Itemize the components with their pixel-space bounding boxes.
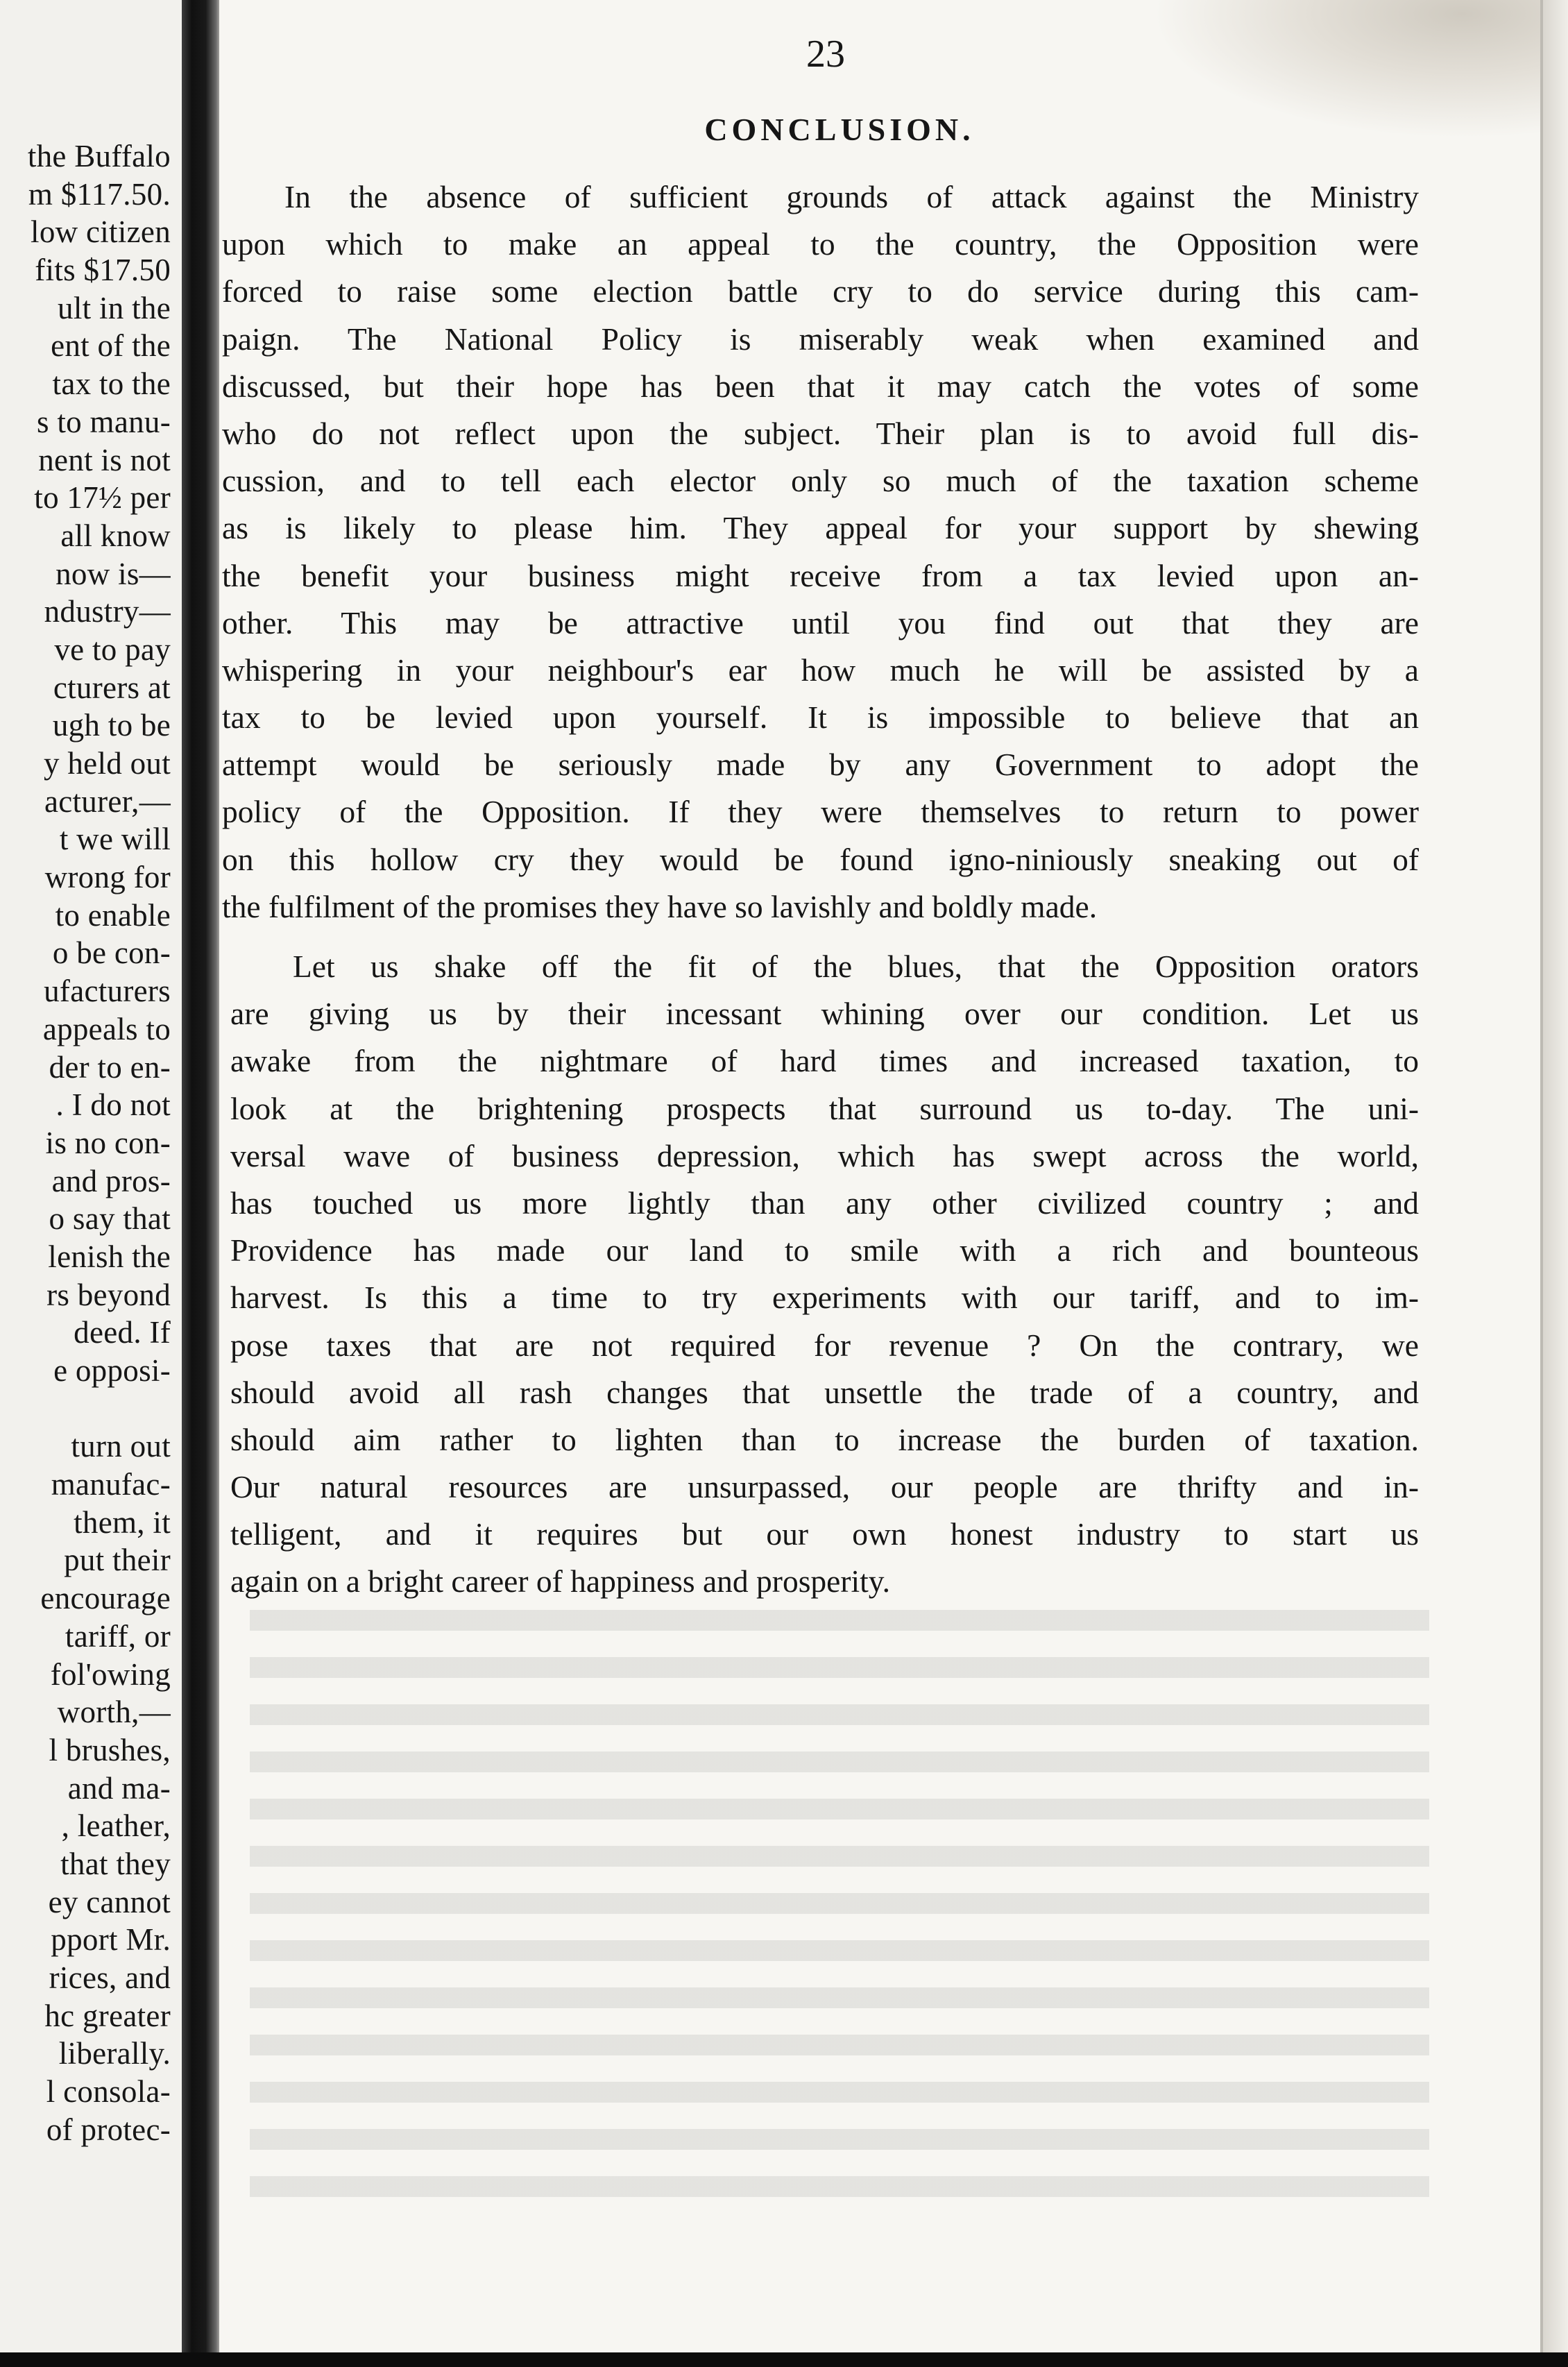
- left-page-line: that they: [60, 1846, 171, 1881]
- left-page-line: nent is not: [38, 442, 171, 477]
- left-page-line: . I do not: [56, 1087, 171, 1123]
- left-page-line: is no con-: [45, 1125, 171, 1160]
- text-line: look at the brightening prospects that surround us to-day. The uni-: [230, 1090, 1419, 1126]
- left-page-text-column: [0, 137, 171, 2148]
- left-page-line: fol'owing: [50, 1656, 171, 1692]
- reverse-side-bleed-through: [250, 1610, 1429, 2221]
- text-line: telligent, and it requires but our own honest industry to start us: [230, 1516, 1419, 1552]
- text-line: are giving us by their incessant whining over our condition. Let us: [230, 996, 1419, 1032]
- left-page-line: ult in the: [58, 290, 171, 325]
- left-page-line: them, it: [74, 1504, 171, 1540]
- text-line: attempt would be seriously made by any Government to adopt the: [222, 747, 1419, 783]
- left-page-line: der to en-: [49, 1049, 171, 1085]
- left-page-line: y held out: [44, 746, 171, 781]
- text-line: should avoid all rash changes that unsettle the trade of a country, and: [230, 1374, 1419, 1410]
- text-line: Let us shake off the fit of the blues, that the Opposition orators: [293, 949, 1419, 984]
- left-page-line: to 17½ per: [34, 480, 171, 516]
- text-line: on this hollow cry they would be found igno-niniously sneaking out of: [222, 841, 1419, 877]
- left-page-line: worth,—: [57, 1695, 171, 1730]
- text-line: policy of the Opposition. If they were themselves to return to power: [222, 794, 1419, 830]
- paragraph: [222, 173, 1419, 931]
- text-line: who do not reflect upon the subject. Their plan is to avoid full dis-: [222, 415, 1419, 451]
- page-stain: [1152, 0, 1540, 139]
- left-page-line: l consola-: [46, 2074, 171, 2110]
- left-page-line: acturer,—: [44, 783, 171, 819]
- left-page-line: liberally.: [58, 2036, 171, 2071]
- left-page-line: ey cannot: [48, 1884, 171, 1919]
- text-line: the fulfilment of the promises they have so lavishly and boldly made.: [222, 888, 1098, 924]
- left-page-line: turn out: [71, 1429, 171, 1464]
- left-page-line: ugh to be: [52, 708, 171, 743]
- left-page-line: e opposi-: [53, 1353, 171, 1388]
- left-page-line: o say that: [49, 1201, 171, 1237]
- left-page-line: deed. If: [74, 1315, 171, 1350]
- left-page-line: , leather,: [61, 1808, 171, 1844]
- left-page-line: the Buffalo: [27, 139, 171, 173]
- left-page-line: manufac-: [51, 1467, 171, 1502]
- text-line: whispering in your neighbour's ear how much he will be assisted by a: [222, 652, 1419, 688]
- text-line: the benefit your business might receive from a tax levied upon an-: [222, 557, 1419, 593]
- page-right-edge: [1543, 0, 1568, 2352]
- left-page-line: ufacturers: [44, 974, 171, 1009]
- text-line: Our natural resources are unsurpassed, our people are thrifty and in-: [230, 1469, 1419, 1505]
- section-heading: CONCLUSION.: [704, 112, 975, 147]
- text-line: should aim rather to lighten than to increase the burden of taxation.: [230, 1421, 1419, 1457]
- text-line: paign. The National Policy is miserably weak when examined and: [222, 321, 1419, 357]
- left-page-line: rices, and: [49, 1960, 171, 1995]
- left-page-line: o be con-: [52, 935, 171, 971]
- text-line: versal wave of business depression, which has swept across the world,: [230, 1137, 1419, 1173]
- binding-gutter: [182, 0, 222, 2352]
- left-page-line: put their: [64, 1543, 171, 1578]
- left-page-line: s to manu-: [37, 404, 171, 439]
- text-line: pose taxes that are not required for revenue ? On the contrary, we: [230, 1327, 1419, 1363]
- left-facing-page: [0, 0, 182, 2352]
- left-page-line: l brushes,: [49, 1732, 171, 1767]
- text-line: has touched us more lightly than any other civilized country ; and: [230, 1185, 1419, 1221]
- left-page-line: cturers at: [53, 670, 171, 705]
- left-page-line: m $117.50.: [28, 176, 171, 212]
- left-page-line: encourage: [40, 1581, 171, 1616]
- left-page-line: and pros-: [51, 1163, 171, 1198]
- left-page-line: ent of the: [51, 328, 171, 364]
- left-page-line: [0, 1390, 171, 1428]
- text-line: forced to raise some election battle cry to do service during this cam-: [222, 273, 1419, 309]
- text-line: upon which to make an appeal to the country, the Opposition were: [222, 226, 1419, 262]
- scan-bottom-edge: [0, 2352, 1568, 2367]
- left-page-line: hc greater: [44, 1998, 171, 2033]
- left-page-line: all know: [60, 518, 171, 553]
- text-line: other. This may be attractive until you find out that they are: [222, 604, 1419, 640]
- text-line: harvest. Is this a time to try experiments with our tariff, and to im-: [230, 1280, 1419, 1316]
- text-line: as is likely to please him. They appeal for your support by shewing: [222, 510, 1419, 546]
- left-page-line: wrong for: [44, 860, 171, 895]
- left-page-line: ve to pay: [54, 631, 171, 667]
- left-page-line: ndustry—: [44, 594, 171, 629]
- left-page-line: rs beyond: [46, 1277, 171, 1312]
- text-line: tax to be levied upon yourself. It is impossible to believe that an: [222, 699, 1419, 736]
- left-page-line: and ma-: [67, 1770, 171, 1806]
- left-page-line: now is—: [56, 556, 171, 591]
- body-text: [222, 173, 1419, 1606]
- left-page-line: lenish the: [48, 1239, 171, 1274]
- text-line: In the absence of sufficient grounds of attack against the Ministry: [284, 179, 1419, 214]
- left-page-line: tax to the: [52, 366, 171, 402]
- left-page-line: pport Mr.: [51, 1922, 171, 1958]
- left-page-line: fits $17.50: [35, 253, 171, 288]
- paragraph: [222, 943, 1419, 1606]
- left-page-line: to enable: [55, 897, 171, 933]
- text-line: again on a bright career of happiness and prosperity.: [230, 1563, 890, 1600]
- text-line: cussion, and to tell each elector only so much of the taxation scheme: [222, 463, 1419, 499]
- text-line: Providence has made our land to smile with a rich and bounteous: [230, 1232, 1419, 1269]
- left-page-line: appeals to: [42, 1011, 171, 1046]
- left-page-line: of protec-: [46, 2112, 171, 2147]
- page-number: 23: [806, 33, 845, 76]
- left-page-line: t we will: [59, 822, 171, 857]
- text-line: awake from the nightmare of hard times and increased taxation, to: [230, 1043, 1419, 1079]
- text-line: discussed, but their hope has been that it may catch the votes of some: [222, 368, 1419, 404]
- left-page-line: tariff, or: [65, 1618, 171, 1654]
- left-page-line: low citizen: [31, 214, 171, 250]
